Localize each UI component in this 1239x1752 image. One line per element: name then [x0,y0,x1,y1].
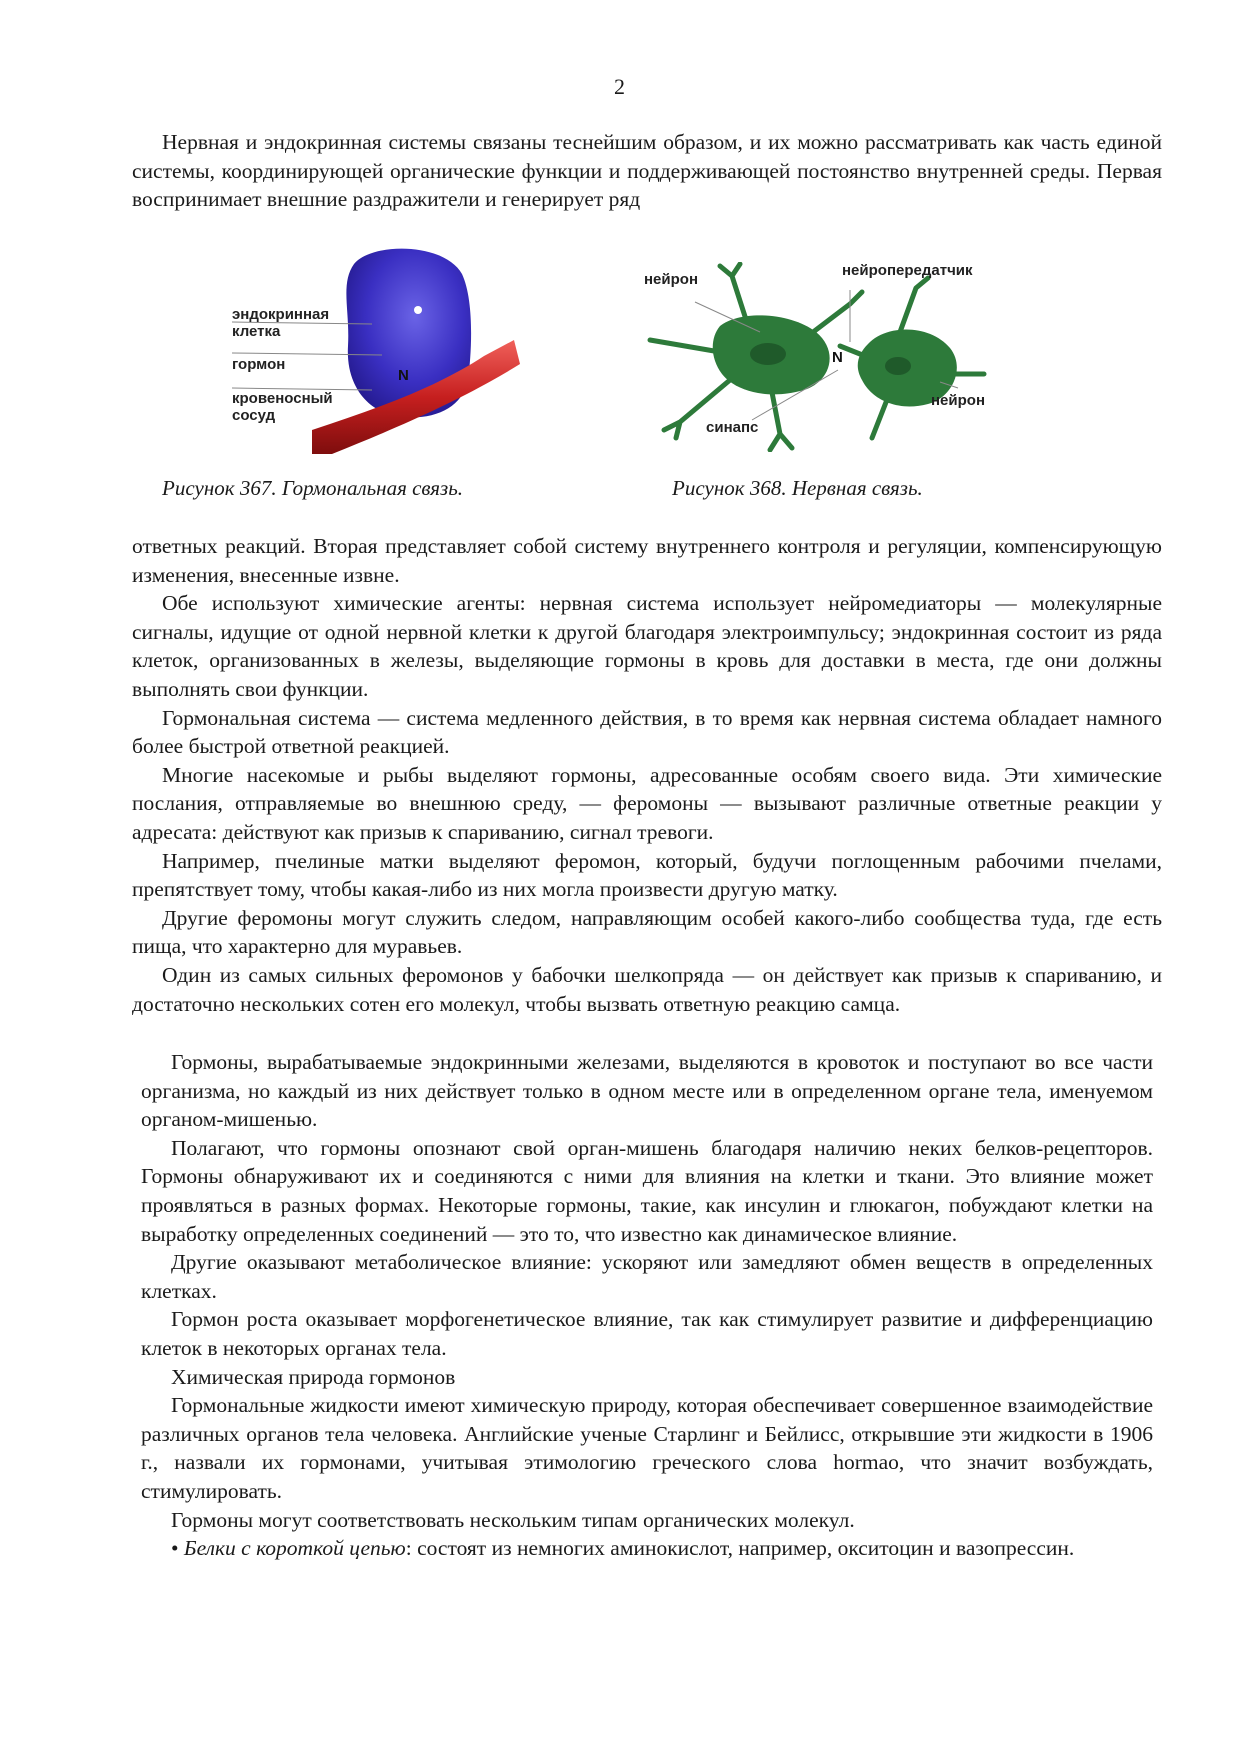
cell-nucleus [414,306,422,314]
label-neuron-right: нейрон [931,392,986,409]
label-blood-vessel: кровеносный [232,390,333,407]
paragraph: ответных реакций. Вторая представляет собой систему внутреннего контроля и регуляции, компенсирующую изменения, внесенные извне. [132,534,1162,587]
label-n-synapse: N [832,349,843,366]
page-number: 2 [614,74,625,99]
paragraph: Гормоны, вырабатываемые эндокринными железами, выделяются в кровоток и поступают во все части организма, но каждый из них действует только в одном месте или в определенном органе тела, именуемом органом-мишенью. [141,1050,1153,1132]
paragraph: Другие оказывают метаболическое влияние: ускоряют или замедляют обмен веществ в определенных клетках. [141,1250,1153,1303]
paragraph: Полагают, что гормоны опознают свой орган-мишень благодаря наличию неких белков-рецепторов. Гормоны обнаруживают их и соединяются с ними для влияния на клетки и ткани. Это влияние может проявляться в разных формах. Некоторые гормоны, такие, как инсулин и глюкагон, побуждают клетки на выработку определенных соединений — это то, что известно как динамическое влияние. [141,1135,1153,1246]
paragraph: Например, пчелиные матки выделяют феромон, который, будучи поглощенным рабочими пчелами, препятствует тому, чтобы какая-либо из них могла произвести другую матку. [132,848,1162,902]
bullet-lead: Белки с короткой цепью [183,1536,406,1561]
label-blood-vessel-2: сосуд [232,407,276,424]
figure-caption-367: Рисунок 367. Гормональная связь. [162,476,464,500]
figure-caption-368: Рисунок 368. Нервная связь. [672,476,923,500]
paragraph: Обе используют химические агенты: нервная система использует нейромедиаторы — молекулярные сигналы, идущие от одной нервной клетки к другой благодаря электроимпульсу; эндокринная состоит из ряда клеток, организованных в железы, выделяющие гормоны в кровь для доставки в места, где они должны выполнять свои функции. [132,591,1162,701]
label-neuron-left: нейрон [644,271,699,288]
nervous-illustration [640,262,1000,452]
label-endocrine-cell-2: клетка [232,323,281,340]
figure-nervous [640,262,1000,452]
figure-hormonal [222,240,522,455]
neuron-right-nucleus [885,357,911,375]
intro-text [132,128,1162,214]
paragraph: Многие насекомые и рыбы выделяют гормоны, адресованные особям своего вида. Эти химические послания, отправляемые во внешнюю среду, — феромоны — вызывают различные ответные реакции у адресата: действуют как призыв к спариванию, сигнал тревоги. [132,762,1162,844]
body-text-2 [141,1048,1153,1563]
paragraph: Гормоны могут соответствовать нескольким типам органических молекул. [171,1507,855,1532]
body-text-1 [132,532,1162,1018]
paragraph: Другие феромоны могут служить следом, направляющим особей какого-либо сообщества туда, где есть пища, что характерно для муравьев. [132,905,1162,959]
bullet-marker: • [171,1536,179,1561]
label-synapse: синапс [706,419,759,436]
label-neurotransmitter: нейропередатчик [842,262,973,279]
paragraph: Нервная и эндокринная системы связаны теснейшим образом, и их можно рассматривать как часть единой системы, координирующей органические функции и поддерживающей постоянство внутренней среды. Первая воспринимает внешние раздражители и генерирует ряд [132,130,1162,212]
paragraph: Гормональные жидкости имеют химическую природу, которая обеспечивает совершенное взаимодействие различных органов тела человека. Английские ученые Старлинг и Бейлисс, открывшие эти жидкости в 1906 г., назвали их гормонами, учитывая этимологию греческого слова hormao, что значит возбуждать, стимулировать. [141,1393,1153,1503]
label-endocrine-cell: эндокринная [232,306,330,323]
label-hormone: гормон [232,356,286,373]
paragraph: Один из самых сильных феромонов у бабочки шелкопряда — он действует как призыв к спариванию, и достаточно нескольких сотен его молекул, чтобы вызвать ответную реакцию самца. [132,962,1162,1016]
bullet-text: : состоят из немногих аминокислот, например, окситоцин и вазопрессин. [405,1536,1075,1561]
paragraph: Гормональная система — система медленного действия, в то время как нервная система обладает намного более быстрой ответной реакцией. [132,705,1162,759]
label-n-hormone: N [398,367,409,384]
hormonal-illustration [222,240,522,455]
bullet-item [141,1534,1153,1563]
paragraph: Гормон роста оказывает морфогенетическое влияние, так как стимулирует развитие и дифференциацию клеток в некоторых органах тела. [141,1307,1153,1360]
section-heading: Химическая природа гормонов [171,1364,456,1389]
neuron-left-nucleus [750,343,786,365]
